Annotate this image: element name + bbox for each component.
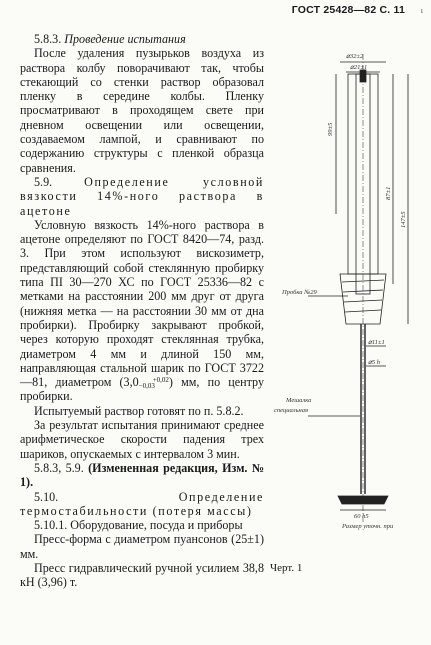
section-5-9-para-3: За результат испытания принимают среднее арифметическое скорости падения трех шариков, опускаемых с интервалом 3 мин. bbox=[20, 418, 264, 461]
tolerance: +0,02 −0,03 bbox=[138, 376, 169, 391]
dim-len-1: 99±5 bbox=[327, 122, 334, 136]
corner-mark: ı bbox=[420, 6, 423, 15]
viscometer-drawing bbox=[268, 24, 428, 534]
drawing-note-1: Размер уточн. при bbox=[342, 523, 394, 530]
section-5-9-body: Условную вязкость 14%-ного раствора в ацетоне определяют по ГОСТ 8420—74, разд. 3. При этом используют вискозиметр, представляющий собой стеклянную пробирку типа ПІ 30—270 ХС по ГОСТ 25336—82 с метками на расстоянии 200 мм друг от друга (нижняя метка — на расстоянии 30 мм от дна пробирки). Пробирку закрывают пробкой, через которую проходят стеклянная трубка, диаметром 4 мм и длиной 150 мм, направляющая стальной шарик по ГОСТ 3722—81, диаметром (3,0 +0,02 −0,03 ) мм, по центру пробирки. bbox=[20, 217, 264, 404]
dim-len-3: 147±5 bbox=[400, 211, 407, 228]
section-5-9-para-2: Испытуемый раствор готовят по п. 5.8.2. bbox=[34, 403, 244, 418]
page-header: ГОСТ 25428—82 С. 11 bbox=[291, 4, 405, 16]
section-5-10-title: Определение термостабильности (потеря массы) bbox=[20, 489, 264, 518]
section-5-8-3-title: Проведение испытания bbox=[64, 32, 186, 46]
section-5-8-3-body: После удаления пузырьков воздуха из раствора колбу поворачивают так, чтобы стекающий со стенки раствор образовал пленку в середине колбы. Пленку просматривают в проходящем свете при дневном освещении или освещении, создаваемом лампой, и сравнивают по содержанию структуры с пленкой образца сравнения. bbox=[20, 46, 264, 175]
figure-drawing bbox=[268, 24, 428, 534]
section-5-9-title: Определение условной вязкости 14%-ного раствора в ацетоне bbox=[20, 174, 264, 218]
mixer-blade bbox=[338, 496, 388, 504]
dim-sleeve: ⌀5 h bbox=[368, 359, 381, 366]
text-column bbox=[20, 32, 264, 590]
revision-note: 5.8.3, 5.9. (Измененная редакция, Изм. № 1). bbox=[20, 460, 265, 490]
section-5-10-heading: 5.10. Определение термостабильности (потеря массы) bbox=[20, 489, 264, 518]
dim-rod: ⌀11±1 bbox=[368, 339, 385, 346]
probe-label: Пробка №29 bbox=[282, 289, 317, 296]
dim-inner: ⌀21±1 bbox=[350, 64, 368, 71]
mixer-label: Мешалка специальная bbox=[274, 397, 312, 414]
rod-cap bbox=[360, 70, 366, 82]
equipment-item-2: Пресс гидравлический ручной усилием 38,8 кН (3,96) т. bbox=[20, 560, 264, 590]
section-5-8-3: 5.8.3. Проведение испытания bbox=[34, 32, 186, 46]
section-5-9-heading: 5.9. Определение условной вязкости 14%-ного раствора в ацетоне bbox=[20, 174, 264, 218]
dim-top: ⌀32±2 bbox=[346, 53, 364, 60]
figure-caption: Черт. 1 bbox=[270, 562, 303, 574]
dim-len-2: 87±1 bbox=[385, 186, 392, 200]
equipment-item-1: Пресс-форма с диаметром пуансонов (25±1) мм. bbox=[20, 532, 264, 561]
section-5-10-1: 5.10.1. Оборудование, посуда и приборы bbox=[34, 518, 243, 533]
dim-blade: 60 h5 bbox=[354, 513, 369, 520]
